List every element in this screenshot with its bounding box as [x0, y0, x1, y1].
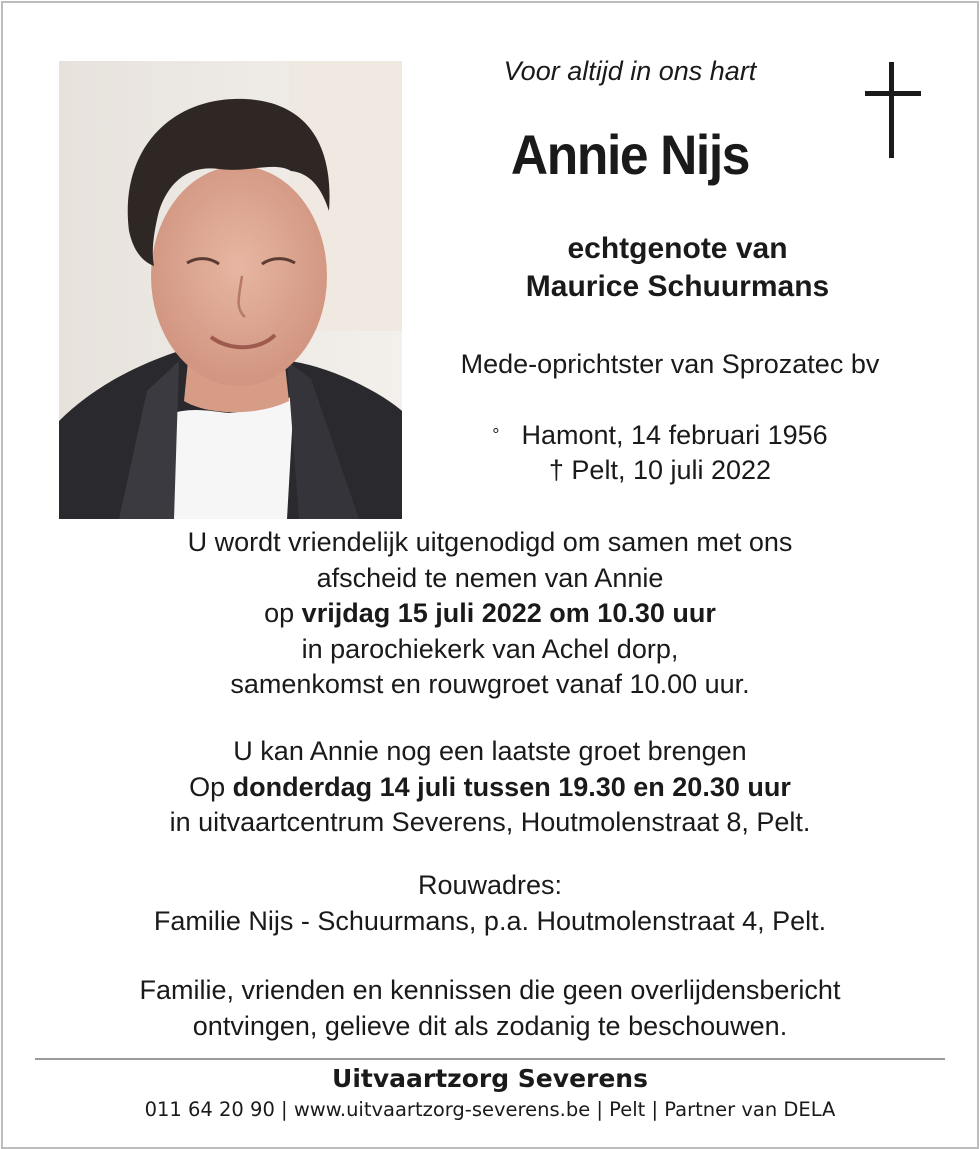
funeral-line-4: in parochiekerk van Achel dorp,	[301, 633, 679, 664]
birth-symbol: °	[492, 425, 500, 445]
viewing-line-3: in uitvaartcentrum Severens, Houtmolenstraat 8, Pelt.	[169, 807, 811, 837]
role-line: Mede-oprichtster van Sprozatec bv	[460, 349, 880, 379]
spouse-block	[420, 230, 935, 306]
footer-contact: 011 64 20 90 | www.uitvaartzorg-severens.be | Pelt | Partner van DELA	[144, 1098, 836, 1121]
funeral-date: vrijdag 15 juli 2022 om 10.30 uur	[301, 598, 716, 628]
dates-block	[440, 418, 880, 488]
address-value: Familie Nijs - Schuurmans, p.a. Houtmolenstraat 4, Pelt.	[153, 905, 827, 936]
funeral-line-5: samenkomst en rouwgroet vanaf 10.00 uur.	[230, 669, 750, 699]
notice-block	[0, 973, 980, 1044]
footer-divider	[35, 1058, 945, 1060]
viewing-date: donderdag 14 juli tussen 19.30 en 20.30 uur	[232, 771, 791, 802]
portrait-photo	[59, 61, 402, 519]
deceased-name: Annie Nijs	[510, 123, 750, 186]
viewing-block	[0, 734, 980, 841]
spouse-line-2: Maurice Schuurmans	[525, 270, 830, 303]
funeral-line-3	[0, 596, 980, 632]
viewing-line-2	[0, 770, 980, 806]
address-block	[0, 868, 980, 939]
funeral-block	[0, 525, 980, 703]
viewing-line-1: U kan Annie nog een laatste groet brengen	[233, 736, 747, 766]
notice-line-2: ontvingen, gelieve dit als zodanig te beschouwen.	[192, 1010, 788, 1041]
viewing-date-prefix: Op	[189, 771, 233, 802]
death-line: † Pelt, 10 juli 2022	[548, 455, 772, 485]
funeral-line-2: afscheid te nemen van Annie	[316, 562, 664, 593]
birth-line	[440, 418, 880, 453]
latin-cross-icon	[862, 62, 924, 160]
footer-company: Uitvaartzorg Severens	[332, 1064, 648, 1093]
spouse-line-1: echtgenote van	[567, 232, 788, 265]
birth-text: Hamont, 14 februari 1956	[521, 420, 828, 450]
funeral-line-1: U wordt vriendelijk uitgenodigd om samen met ons	[187, 527, 793, 557]
tagline: Voor altijd in ons hart	[503, 56, 757, 86]
address-label: Rouwadres:	[417, 870, 563, 900]
notice-line-1: Familie, vrienden en kennissen die geen overlijdensbericht	[139, 975, 841, 1005]
funeral-date-prefix: op	[264, 598, 302, 628]
